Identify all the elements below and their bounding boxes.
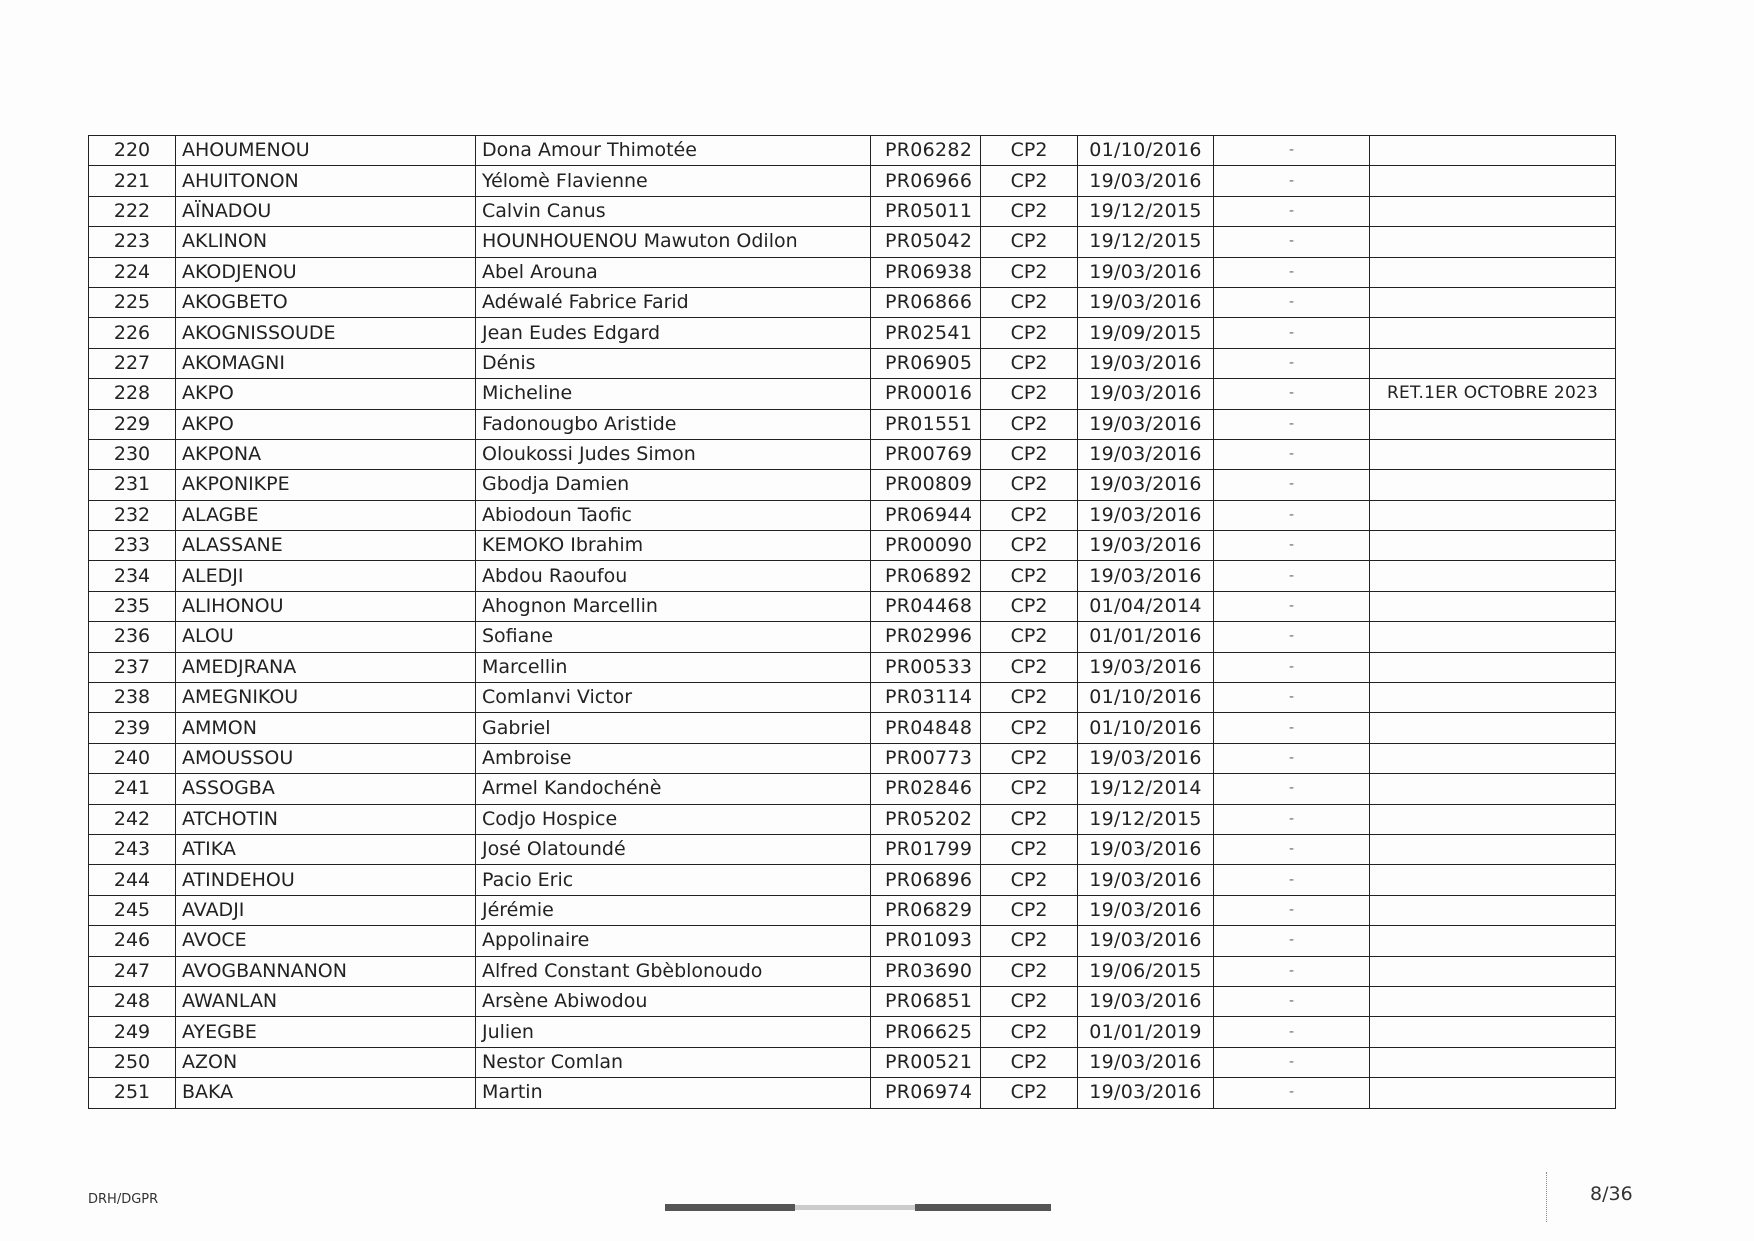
last-name: AKPO (176, 409, 476, 439)
matricule: PR06944 (871, 500, 981, 530)
table-row (89, 257, 1616, 287)
matricule: PR04468 (871, 591, 981, 621)
last-name: ALEDJI (176, 561, 476, 591)
first-names: Armel Kandochénè (476, 774, 871, 804)
first-names: Dona Amour Thimotée (476, 136, 871, 166)
first-names: Oloukossi Judes Simon (476, 439, 871, 469)
table-row (89, 500, 1616, 530)
row-number: 232 (89, 500, 176, 530)
grade: CP2 (981, 1017, 1078, 1047)
grade: CP2 (981, 409, 1078, 439)
effective-date: 19/03/2016 (1078, 531, 1214, 561)
last-name: AKLINON (176, 227, 476, 257)
grade: CP2 (981, 318, 1078, 348)
dash-cell: - (1214, 379, 1370, 409)
row-number: 247 (89, 956, 176, 986)
observation (1370, 683, 1616, 713)
first-names: Martin (476, 1078, 871, 1108)
observation (1370, 318, 1616, 348)
effective-date: 19/03/2016 (1078, 865, 1214, 895)
observation (1370, 257, 1616, 287)
grade: CP2 (981, 956, 1078, 986)
matricule: PR05202 (871, 804, 981, 834)
row-number: 249 (89, 1017, 176, 1047)
last-name: ATINDEHOU (176, 865, 476, 895)
first-names: Sofiane (476, 622, 871, 652)
matricule: PR00773 (871, 743, 981, 773)
first-names: José Olatoundé (476, 834, 871, 864)
grade: CP2 (981, 257, 1078, 287)
first-names: Ambroise (476, 743, 871, 773)
observation (1370, 652, 1616, 682)
grade: CP2 (981, 166, 1078, 196)
observation (1370, 804, 1616, 834)
first-names: Fadonougbo Aristide (476, 409, 871, 439)
last-name: AMEGNIKOU (176, 683, 476, 713)
row-number: 248 (89, 986, 176, 1016)
dash-cell: - (1214, 743, 1370, 773)
matricule: PR00809 (871, 470, 981, 500)
observation (1370, 439, 1616, 469)
first-names: Arsène Abiwodou (476, 986, 871, 1016)
row-number: 222 (89, 196, 176, 226)
effective-date: 19/12/2015 (1078, 804, 1214, 834)
matricule: PR06966 (871, 166, 981, 196)
effective-date: 19/03/2016 (1078, 257, 1214, 287)
row-number: 220 (89, 136, 176, 166)
last-name: ASSOGBA (176, 774, 476, 804)
footer-stamp-bar (665, 1203, 1051, 1211)
dash-cell: - (1214, 1017, 1370, 1047)
row-number: 227 (89, 348, 176, 378)
observation (1370, 470, 1616, 500)
row-number: 221 (89, 166, 176, 196)
first-names: Alfred Constant Gbèblonoudo (476, 956, 871, 986)
table-row (89, 956, 1616, 986)
matricule: PR06625 (871, 1017, 981, 1047)
table-row (89, 652, 1616, 682)
first-names: Jérémie (476, 895, 871, 925)
dash-cell: - (1214, 1078, 1370, 1108)
dash-cell: - (1214, 834, 1370, 864)
table-row (89, 622, 1616, 652)
observation (1370, 713, 1616, 743)
grade: CP2 (981, 1047, 1078, 1077)
dash-cell: - (1214, 1047, 1370, 1077)
row-number: 246 (89, 926, 176, 956)
last-name: ATIKA (176, 834, 476, 864)
table-row (89, 287, 1616, 317)
row-number: 244 (89, 865, 176, 895)
grade: CP2 (981, 348, 1078, 378)
row-number: 224 (89, 257, 176, 287)
dash-cell: - (1214, 986, 1370, 1016)
observation (1370, 227, 1616, 257)
dash-cell: - (1214, 227, 1370, 257)
table-row (89, 865, 1616, 895)
first-names: Codjo Hospice (476, 804, 871, 834)
table-row (89, 895, 1616, 925)
first-names: KEMOKO Ibrahim (476, 531, 871, 561)
row-number: 228 (89, 379, 176, 409)
first-names: Julien (476, 1017, 871, 1047)
grade: CP2 (981, 834, 1078, 864)
dash-cell: - (1214, 652, 1370, 682)
first-names: Adéwalé Fabrice Farid (476, 287, 871, 317)
effective-date: 19/03/2016 (1078, 439, 1214, 469)
row-number: 230 (89, 439, 176, 469)
dash-cell: - (1214, 531, 1370, 561)
observation (1370, 591, 1616, 621)
first-names: Abel Arouna (476, 257, 871, 287)
page-number: 8/36 (1590, 1183, 1633, 1205)
row-number: 241 (89, 774, 176, 804)
table-row (89, 439, 1616, 469)
last-name: BAKA (176, 1078, 476, 1108)
matricule: PR01093 (871, 926, 981, 956)
dash-cell: - (1214, 591, 1370, 621)
matricule: PR06905 (871, 348, 981, 378)
dash-cell: - (1214, 956, 1370, 986)
personnel-table-wrap (88, 135, 1615, 1109)
observation (1370, 1078, 1616, 1108)
row-number: 243 (89, 834, 176, 864)
personnel-table (88, 135, 1616, 1109)
footer-pen-mark (1546, 1172, 1553, 1222)
last-name: ALIHONOU (176, 591, 476, 621)
effective-date: 19/03/2016 (1078, 1047, 1214, 1077)
grade: CP2 (981, 196, 1078, 226)
matricule: PR00769 (871, 439, 981, 469)
last-name: AKOGNISSOUDE (176, 318, 476, 348)
table-row (89, 470, 1616, 500)
grade: CP2 (981, 470, 1078, 500)
observation: RET.1ER OCTOBRE 2023 (1370, 379, 1616, 409)
last-name: AKPONA (176, 439, 476, 469)
table-row (89, 713, 1616, 743)
row-number: 229 (89, 409, 176, 439)
row-number: 234 (89, 561, 176, 591)
row-number: 231 (89, 470, 176, 500)
observation (1370, 895, 1616, 925)
last-name: AHOUMENOU (176, 136, 476, 166)
matricule: PR02541 (871, 318, 981, 348)
last-name: AVOGBANNANON (176, 956, 476, 986)
grade: CP2 (981, 379, 1078, 409)
matricule: PR02846 (871, 774, 981, 804)
effective-date: 19/03/2016 (1078, 834, 1214, 864)
grade: CP2 (981, 986, 1078, 1016)
grade: CP2 (981, 561, 1078, 591)
row-number: 233 (89, 531, 176, 561)
effective-date: 19/03/2016 (1078, 895, 1214, 925)
effective-date: 01/04/2014 (1078, 591, 1214, 621)
observation (1370, 287, 1616, 317)
last-name: AMMON (176, 713, 476, 743)
effective-date: 19/03/2016 (1078, 500, 1214, 530)
dash-cell: - (1214, 196, 1370, 226)
table-row (89, 196, 1616, 226)
dash-cell: - (1214, 713, 1370, 743)
grade: CP2 (981, 804, 1078, 834)
effective-date: 19/03/2016 (1078, 409, 1214, 439)
grade: CP2 (981, 227, 1078, 257)
matricule: PR06896 (871, 865, 981, 895)
table-row (89, 683, 1616, 713)
last-name: AVADJI (176, 895, 476, 925)
first-names: Dénis (476, 348, 871, 378)
first-names: Abiodoun Taofic (476, 500, 871, 530)
first-names: Marcellin (476, 652, 871, 682)
effective-date: 19/03/2016 (1078, 379, 1214, 409)
dash-cell: - (1214, 318, 1370, 348)
effective-date: 19/03/2016 (1078, 743, 1214, 773)
observation (1370, 500, 1616, 530)
matricule: PR06851 (871, 986, 981, 1016)
table-row (89, 834, 1616, 864)
effective-date: 19/03/2016 (1078, 561, 1214, 591)
table-row (89, 561, 1616, 591)
effective-date: 01/01/2019 (1078, 1017, 1214, 1047)
observation (1370, 348, 1616, 378)
table-row (89, 227, 1616, 257)
matricule: PR01551 (871, 409, 981, 439)
effective-date: 01/10/2016 (1078, 713, 1214, 743)
observation (1370, 196, 1616, 226)
effective-date: 19/12/2015 (1078, 227, 1214, 257)
effective-date: 19/06/2015 (1078, 956, 1214, 986)
matricule: PR00521 (871, 1047, 981, 1077)
first-names: Gabriel (476, 713, 871, 743)
first-names: Abdou Raoufou (476, 561, 871, 591)
dash-cell: - (1214, 804, 1370, 834)
matricule: PR06282 (871, 136, 981, 166)
grade: CP2 (981, 500, 1078, 530)
observation (1370, 1047, 1616, 1077)
grade: CP2 (981, 774, 1078, 804)
last-name: AKOGBETO (176, 287, 476, 317)
last-name: ALAGBE (176, 500, 476, 530)
matricule: PR02996 (871, 622, 981, 652)
last-name: AMEDJRANA (176, 652, 476, 682)
first-names: Jean Eudes Edgard (476, 318, 871, 348)
grade: CP2 (981, 591, 1078, 621)
effective-date: 19/03/2016 (1078, 652, 1214, 682)
last-name: ALASSANE (176, 531, 476, 561)
table-row (89, 743, 1616, 773)
first-names: Ahognon Marcellin (476, 591, 871, 621)
dash-cell: - (1214, 865, 1370, 895)
grade: CP2 (981, 895, 1078, 925)
grade: CP2 (981, 287, 1078, 317)
dash-cell: - (1214, 348, 1370, 378)
row-number: 237 (89, 652, 176, 682)
grade: CP2 (981, 439, 1078, 469)
last-name: AVOCE (176, 926, 476, 956)
dash-cell: - (1214, 166, 1370, 196)
matricule: PR05042 (871, 227, 981, 257)
row-number: 225 (89, 287, 176, 317)
row-number: 226 (89, 318, 176, 348)
effective-date: 19/03/2016 (1078, 986, 1214, 1016)
matricule: PR05011 (871, 196, 981, 226)
table-row (89, 166, 1616, 196)
effective-date: 19/09/2015 (1078, 318, 1214, 348)
dash-cell: - (1214, 622, 1370, 652)
last-name: AMOUSSOU (176, 743, 476, 773)
effective-date: 19/03/2016 (1078, 926, 1214, 956)
table-row (89, 379, 1616, 409)
matricule: PR04848 (871, 713, 981, 743)
observation (1370, 956, 1616, 986)
matricule: PR06974 (871, 1078, 981, 1108)
first-names: Yélomè Flavienne (476, 166, 871, 196)
last-name: AÏNADOU (176, 196, 476, 226)
table-row (89, 986, 1616, 1016)
grade: CP2 (981, 652, 1078, 682)
dash-cell: - (1214, 926, 1370, 956)
last-name: AZON (176, 1047, 476, 1077)
last-name: AKOMAGNI (176, 348, 476, 378)
effective-date: 19/12/2015 (1078, 196, 1214, 226)
row-number: 239 (89, 713, 176, 743)
matricule: PR03690 (871, 956, 981, 986)
first-names: Gbodja Damien (476, 470, 871, 500)
effective-date: 01/01/2016 (1078, 622, 1214, 652)
table-row (89, 409, 1616, 439)
grade: CP2 (981, 136, 1078, 166)
table-row (89, 774, 1616, 804)
observation (1370, 1017, 1616, 1047)
effective-date: 19/03/2016 (1078, 470, 1214, 500)
dash-cell: - (1214, 257, 1370, 287)
grade: CP2 (981, 713, 1078, 743)
effective-date: 01/10/2016 (1078, 683, 1214, 713)
grade: CP2 (981, 926, 1078, 956)
observation (1370, 834, 1616, 864)
matricule: PR06866 (871, 287, 981, 317)
observation (1370, 166, 1616, 196)
dash-cell: - (1214, 500, 1370, 530)
table-row (89, 318, 1616, 348)
observation (1370, 622, 1616, 652)
observation (1370, 136, 1616, 166)
last-name: AHUITONON (176, 166, 476, 196)
footer-department: DRH/DGPR (88, 1192, 159, 1207)
first-names: Calvin Canus (476, 196, 871, 226)
row-number: 242 (89, 804, 176, 834)
dash-cell: - (1214, 774, 1370, 804)
table-body (89, 136, 1616, 1109)
first-names: Appolinaire (476, 926, 871, 956)
last-name: AKPO (176, 379, 476, 409)
dash-cell: - (1214, 895, 1370, 925)
effective-date: 19/03/2016 (1078, 166, 1214, 196)
first-names: Micheline (476, 379, 871, 409)
row-number: 238 (89, 683, 176, 713)
last-name: AWANLAN (176, 986, 476, 1016)
dash-cell: - (1214, 439, 1370, 469)
last-name: ATCHOTIN (176, 804, 476, 834)
matricule: PR06892 (871, 561, 981, 591)
row-number: 223 (89, 227, 176, 257)
last-name: AKPONIKPE (176, 470, 476, 500)
row-number: 251 (89, 1078, 176, 1108)
grade: CP2 (981, 743, 1078, 773)
dash-cell: - (1214, 136, 1370, 166)
matricule: PR06938 (871, 257, 981, 287)
matricule: PR03114 (871, 683, 981, 713)
row-number: 245 (89, 895, 176, 925)
observation (1370, 743, 1616, 773)
observation (1370, 774, 1616, 804)
grade: CP2 (981, 1078, 1078, 1108)
last-name: AKODJENOU (176, 257, 476, 287)
dash-cell: - (1214, 287, 1370, 317)
last-name: AYEGBE (176, 1017, 476, 1047)
first-names: HOUNHOUENOU Mawuton Odilon (476, 227, 871, 257)
first-names: Nestor Comlan (476, 1047, 871, 1077)
dash-cell: - (1214, 409, 1370, 439)
table-row (89, 804, 1616, 834)
table-row (89, 1047, 1616, 1077)
grade: CP2 (981, 622, 1078, 652)
observation (1370, 865, 1616, 895)
matricule: PR00090 (871, 531, 981, 561)
observation (1370, 926, 1616, 956)
table-row (89, 591, 1616, 621)
observation (1370, 986, 1616, 1016)
row-number: 235 (89, 591, 176, 621)
dash-cell: - (1214, 470, 1370, 500)
effective-date: 19/03/2016 (1078, 287, 1214, 317)
effective-date: 01/10/2016 (1078, 136, 1214, 166)
grade: CP2 (981, 531, 1078, 561)
first-names: Comlanvi Victor (476, 683, 871, 713)
row-number: 236 (89, 622, 176, 652)
grade: CP2 (981, 865, 1078, 895)
table-row (89, 1017, 1616, 1047)
observation (1370, 531, 1616, 561)
dash-cell: - (1214, 561, 1370, 591)
last-name: ALOU (176, 622, 476, 652)
observation (1370, 409, 1616, 439)
table-row (89, 531, 1616, 561)
table-row (89, 348, 1616, 378)
effective-date: 19/03/2016 (1078, 348, 1214, 378)
row-number: 240 (89, 743, 176, 773)
observation (1370, 561, 1616, 591)
table-row (89, 926, 1616, 956)
row-number: 250 (89, 1047, 176, 1077)
matricule: PR06829 (871, 895, 981, 925)
matricule: PR01799 (871, 834, 981, 864)
dash-cell: - (1214, 683, 1370, 713)
table-row (89, 136, 1616, 166)
matricule: PR00533 (871, 652, 981, 682)
table-row (89, 1078, 1616, 1108)
first-names: Pacio Eric (476, 865, 871, 895)
grade: CP2 (981, 683, 1078, 713)
effective-date: 19/12/2014 (1078, 774, 1214, 804)
matricule: PR00016 (871, 379, 981, 409)
effective-date: 19/03/2016 (1078, 1078, 1214, 1108)
